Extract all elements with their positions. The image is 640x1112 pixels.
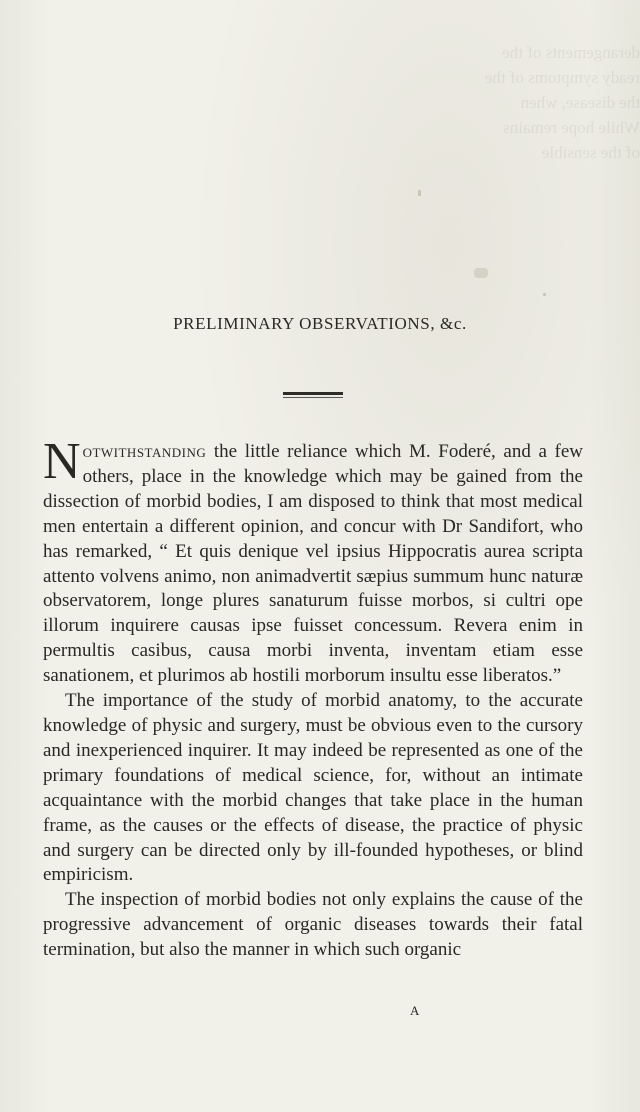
section-heading: PRELIMINARY OBSERVATIONS, &c. — [173, 314, 467, 333]
opening-word: otwithstanding — [82, 441, 207, 462]
paragraph — [43, 433, 583, 689]
paragraph-text: The inspection of morbid bodies not only explains the cause of the progressive advancement of organic diseases towards their fatal termination, but also the manner in which such organic — [43, 889, 583, 961]
heading-rule — [283, 392, 343, 397]
rule-thick-line — [283, 392, 343, 395]
paragraph-text: The importance of the study of morbid anatomy, to the accurate knowledge of physic and surgery, must be obvious even to the cursory and inexperienced inquirer. It may indeed be represented as one of the primary foundations of medical science, for, without an intimate acquaintance with the morbid changes that take place in the human frame, as the causes or the effects of disease, the practice of physic and surgery can be directed only by ill-founded hypotheses, or blind empiricism. — [43, 690, 583, 886]
paragraph-text: the little reliance which M. Foderé, and a few others, place in the knowledge which may be gained from the dissection of morbid bodies, I am disposed to think that most medical men entertain a different opinion, and concur with Dr Sandifort, who has remarked, “ Et quis denique vel ipsius Hippocratis aurea scripta attento volvens animo, non animadvertit sæpius summum hunc naturæ observatorem, longe plures sanaturum fuisse morbos, si cultri ope illorum inquirere causas ipse fuisset concessum. Revera enim in permultis casibus, causa morbi inventa, inventam etiam esse sanationem, et plurimos ab hostili morborum insultu esse liberatos.” — [43, 441, 583, 687]
signature-mark: A — [410, 1003, 420, 1018]
paragraph — [43, 888, 583, 963]
paper-speck — [474, 268, 488, 278]
rule-thin-line — [283, 397, 343, 398]
paper-speck — [543, 293, 546, 296]
body-text — [43, 433, 583, 963]
show-through-text: derangements of the ready symptoms of the the disease, when While hope remains of the sensible — [484, 43, 640, 162]
paper-speck — [418, 190, 421, 196]
paragraph — [43, 689, 583, 888]
drop-cap: N — [43, 433, 81, 490]
